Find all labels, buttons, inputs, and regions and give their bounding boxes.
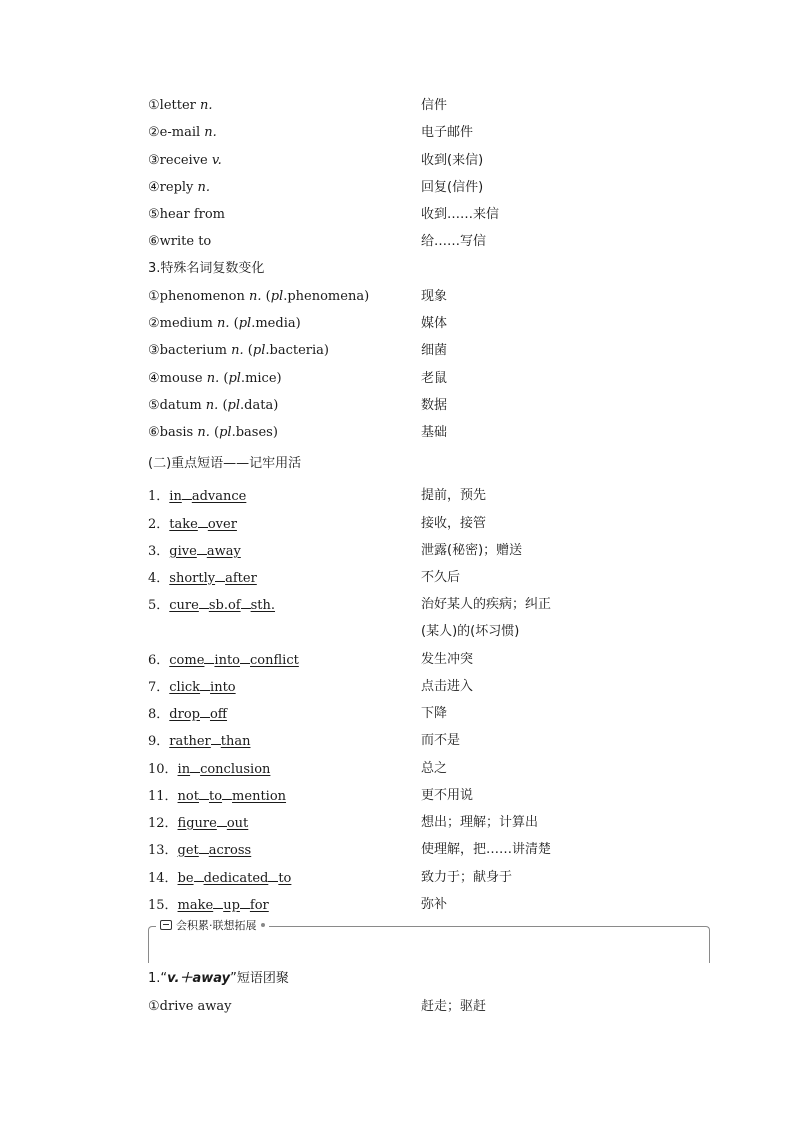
vocab-row — [148, 996, 708, 1018]
meaning: 而不是 — [421, 733, 461, 748]
meaning: 细菌 — [421, 343, 448, 358]
word: phenomenon — [159, 289, 245, 304]
blank-gap — [222, 785, 232, 800]
phrase-word: drop — [169, 707, 200, 722]
blank-gap — [200, 676, 210, 691]
blank-gap — [240, 649, 250, 664]
phrase-word: out — [226, 816, 249, 831]
phrase-word: conflict — [250, 653, 299, 668]
heading-bold: v.＋away — [167, 971, 231, 986]
phrase-word: get — [177, 843, 199, 858]
meaning: 赶走；驱赶 — [421, 999, 487, 1014]
blank-gap — [217, 812, 227, 827]
vocab-term — [148, 996, 232, 1018]
phrase — [148, 758, 270, 781]
phrase-word: in — [177, 762, 191, 777]
plural-form: phenomena — [287, 289, 365, 304]
dot-icon — [261, 923, 265, 927]
phrase — [148, 785, 286, 808]
blank-gap — [199, 594, 209, 609]
meaning: 提前，预先 — [421, 488, 487, 503]
part-of-speech: n. — [197, 425, 210, 440]
phrase-word: mention — [232, 789, 287, 804]
phrase-word: off — [209, 707, 228, 722]
item-number: ⑥ — [148, 425, 160, 440]
item-number: 4． — [148, 571, 170, 586]
plural-label: pl — [228, 371, 241, 386]
item-number: ⑤ — [148, 207, 160, 222]
blank-gap — [182, 485, 192, 500]
vocab-term — [148, 150, 222, 172]
phrase-row — [148, 594, 708, 616]
part-of-speech: n. — [197, 180, 211, 195]
phrase-row — [148, 540, 708, 562]
blank-gap — [194, 867, 204, 882]
blank-gap — [197, 540, 207, 555]
meaning: 治好某人的疾病；纠正 — [421, 597, 552, 612]
meaning: 收到(来信) — [421, 153, 484, 168]
plural-label: pl — [252, 343, 266, 358]
meaning: 收到……来信 — [421, 207, 500, 222]
phrase-word: be — [177, 871, 194, 886]
part-of-speech: n. — [206, 371, 220, 386]
vocab-row — [148, 204, 708, 226]
phrase-word: not — [177, 789, 199, 804]
phrase-word: come — [169, 653, 205, 668]
plural-term: ②medium n. (pl.media) — [148, 316, 301, 331]
phrase-row — [148, 485, 708, 507]
phrase-word: to — [208, 789, 223, 804]
phrase-row-continued — [148, 621, 708, 643]
blank-gap — [199, 785, 209, 800]
meaning: 现象 — [421, 289, 448, 304]
item-number: 2． — [148, 517, 170, 532]
plural-form: mice — [245, 371, 277, 386]
phrase — [148, 812, 248, 835]
vocab-row — [148, 231, 708, 253]
word: e-mail — [159, 125, 201, 140]
phrase-word: than — [220, 734, 251, 749]
phrase-word: sth. — [250, 598, 276, 613]
meaning: 给……写信 — [421, 234, 487, 249]
item-number: 5． — [148, 598, 170, 613]
vocab-term — [148, 204, 225, 226]
plural-term: ⑥basis n. (pl.bases) — [148, 425, 278, 440]
item-number: 7． — [148, 680, 170, 695]
word: write to — [159, 234, 212, 249]
vocab-row — [148, 177, 708, 199]
item-number: 3． — [148, 544, 170, 559]
plural-term: ⑤datum n. (pl.data) — [148, 398, 279, 413]
meaning: 媒体 — [421, 316, 448, 331]
phrase-word: for — [249, 898, 269, 913]
meaning: 泄露(秘密)；赠送 — [421, 543, 523, 558]
phrase-word: dedicated — [203, 871, 269, 886]
vocab-term — [148, 177, 210, 199]
item-number: 6． — [148, 653, 170, 668]
item-number: 12． — [148, 816, 178, 831]
vocab-term — [148, 95, 213, 117]
part-of-speech: n. — [217, 316, 230, 331]
part-of-speech: v. — [211, 153, 222, 168]
phrase-word: sb.of — [208, 598, 241, 613]
phrase — [148, 567, 257, 590]
phrase — [148, 594, 275, 617]
phrase-word: shortly — [169, 571, 216, 586]
plural-label: pl — [227, 398, 241, 413]
phrase-word: click — [169, 680, 201, 695]
plural-row — [148, 422, 708, 444]
phrase-word: figure — [177, 816, 217, 831]
word: basis — [159, 425, 194, 440]
item-number: 15． — [148, 898, 178, 913]
phrase — [148, 703, 227, 726]
vocab-term — [148, 122, 217, 144]
meaning: 点击进入 — [421, 679, 474, 694]
vocab-term — [148, 231, 211, 253]
blank-gap — [204, 649, 214, 664]
word: drive away — [159, 999, 232, 1014]
phrase-row — [148, 730, 708, 752]
item-number: ③ — [148, 153, 160, 168]
meaning: 致力于；献身于 — [421, 870, 513, 885]
item-number: ④ — [148, 180, 160, 195]
meaning: 基础 — [421, 425, 448, 440]
phrase — [148, 676, 236, 699]
phrase — [148, 649, 299, 672]
plural-term: ①phenomenon n. (pl.phenomena) — [148, 289, 370, 304]
phrase — [148, 513, 237, 536]
phrase — [148, 894, 269, 917]
plural-form: media — [255, 316, 296, 331]
blank-gap — [241, 594, 251, 609]
phrase-row — [148, 867, 708, 889]
plural-form: data — [244, 398, 274, 413]
item-number: ④ — [148, 371, 160, 386]
word: receive — [159, 153, 208, 168]
meaning: 老鼠 — [421, 371, 448, 386]
phrase-word: into — [210, 680, 236, 695]
item-number: 8． — [148, 707, 170, 722]
part-of-speech: n. — [231, 343, 244, 358]
plural-row — [148, 395, 708, 417]
meaning: 想出；理解；计算出 — [421, 815, 539, 830]
vocab-row — [148, 150, 708, 172]
phrase-word: rather — [169, 734, 211, 749]
meaning-continued: (某人)的(坏习惯) — [421, 624, 520, 639]
meaning: 弥补 — [421, 897, 448, 912]
section-heading — [148, 968, 289, 990]
blank-gap — [211, 730, 221, 745]
phrase-word: across — [208, 843, 252, 858]
plural-row — [148, 340, 708, 362]
word: letter — [159, 98, 196, 113]
meaning: 下降 — [421, 706, 448, 721]
phrase-word: after — [225, 571, 257, 586]
plural-row — [148, 313, 708, 335]
plural-row — [148, 368, 708, 390]
phrase — [148, 540, 241, 563]
phrase-row — [148, 567, 708, 589]
phrase-word: over — [207, 517, 237, 532]
plural-form: bases — [235, 425, 273, 440]
phrase-word: to — [278, 871, 292, 886]
meaning: 不久后 — [421, 570, 461, 585]
meaning: 更不用说 — [421, 788, 474, 803]
word: datum — [159, 398, 202, 413]
blank-gap — [190, 758, 200, 773]
meaning: 接收，接管 — [421, 516, 487, 531]
plural-label: pl — [238, 316, 252, 331]
phrase-word: away — [206, 544, 241, 559]
phrase-word: up — [223, 898, 240, 913]
note-icon — [160, 920, 172, 930]
phrase — [148, 485, 246, 508]
phrase-row — [148, 676, 708, 698]
word: bacterium — [159, 343, 227, 358]
item-number: 11． — [148, 789, 178, 804]
vocab-row — [148, 95, 708, 117]
item-number: ⑤ — [148, 398, 160, 413]
phrase-row — [148, 758, 708, 780]
part-of-speech: n. — [200, 98, 213, 113]
blank-gap — [215, 567, 225, 582]
phrase — [148, 730, 251, 753]
heading-prefix: 1.“ — [148, 971, 168, 986]
item-number: ② — [148, 316, 160, 331]
meaning: 发生冲突 — [421, 652, 474, 667]
word: hear from — [159, 207, 225, 222]
word: medium — [159, 316, 213, 331]
part-of-speech: n. — [248, 289, 262, 304]
blank-gap — [213, 894, 223, 909]
meaning: 使理解，把……讲清楚 — [421, 842, 552, 857]
plural-label: pl — [219, 425, 232, 440]
phrase-word: give — [169, 544, 197, 559]
item-number: ③ — [148, 343, 160, 358]
item-number: ① — [148, 289, 160, 304]
item-number: 10． — [148, 762, 178, 777]
phrase-row — [148, 703, 708, 725]
vocab-row — [148, 122, 708, 144]
item-number: ① — [148, 999, 160, 1014]
section-heading: (二)重点短语——记牢用活 — [148, 456, 302, 471]
blank-gap — [198, 513, 208, 528]
phrase-row — [148, 649, 708, 671]
meaning: 回复(信件) — [421, 180, 484, 195]
phrase-word: make — [177, 898, 214, 913]
part-of-speech: n. — [205, 398, 219, 413]
phrase-row — [148, 785, 708, 807]
phrase — [148, 839, 251, 862]
meaning: 信件 — [421, 98, 448, 113]
meaning: 总之 — [421, 761, 448, 776]
item-number: ⑥ — [148, 234, 160, 249]
word: mouse — [159, 371, 203, 386]
phrase — [148, 867, 291, 890]
plural-label: pl — [270, 289, 284, 304]
phrase-word: conclusion — [200, 762, 271, 777]
phrase-word: cure — [169, 598, 199, 613]
tip-box-title — [156, 918, 269, 934]
meaning: 数据 — [421, 398, 448, 413]
plural-form: bacteria — [269, 343, 324, 358]
phrase-word: into — [214, 653, 241, 668]
item-number: 1． — [148, 489, 170, 504]
item-number: 13． — [148, 843, 178, 858]
phrase-word: take — [169, 517, 198, 532]
item-number: 9． — [148, 734, 170, 749]
blank-gap — [200, 703, 210, 718]
part-of-speech: n. — [204, 125, 217, 140]
item-number: ① — [148, 98, 160, 113]
phrase-row — [148, 839, 708, 861]
blank-gap — [268, 867, 278, 882]
item-number: 14． — [148, 871, 178, 886]
tip-box-label: 会积累·联想拓展 — [176, 919, 257, 932]
word: reply — [159, 180, 194, 195]
blank-gap — [240, 894, 250, 909]
item-number: ② — [148, 125, 160, 140]
plural-term: ④mouse n. (pl.mice) — [148, 371, 282, 386]
section-heading: 3.特殊名词复数变化 — [148, 261, 265, 276]
phrase-row — [148, 513, 708, 535]
phrase-row — [148, 812, 708, 834]
meaning: 电子邮件 — [421, 125, 474, 140]
heading-suffix: ”短语团聚 — [230, 971, 289, 986]
phrase-word: advance — [191, 489, 247, 504]
phrase-word: in — [169, 489, 182, 504]
blank-gap — [199, 839, 209, 854]
plural-term: ③bacterium n. (pl.bacteria) — [148, 343, 329, 358]
phrase-row — [148, 894, 708, 916]
plural-row — [148, 286, 708, 308]
